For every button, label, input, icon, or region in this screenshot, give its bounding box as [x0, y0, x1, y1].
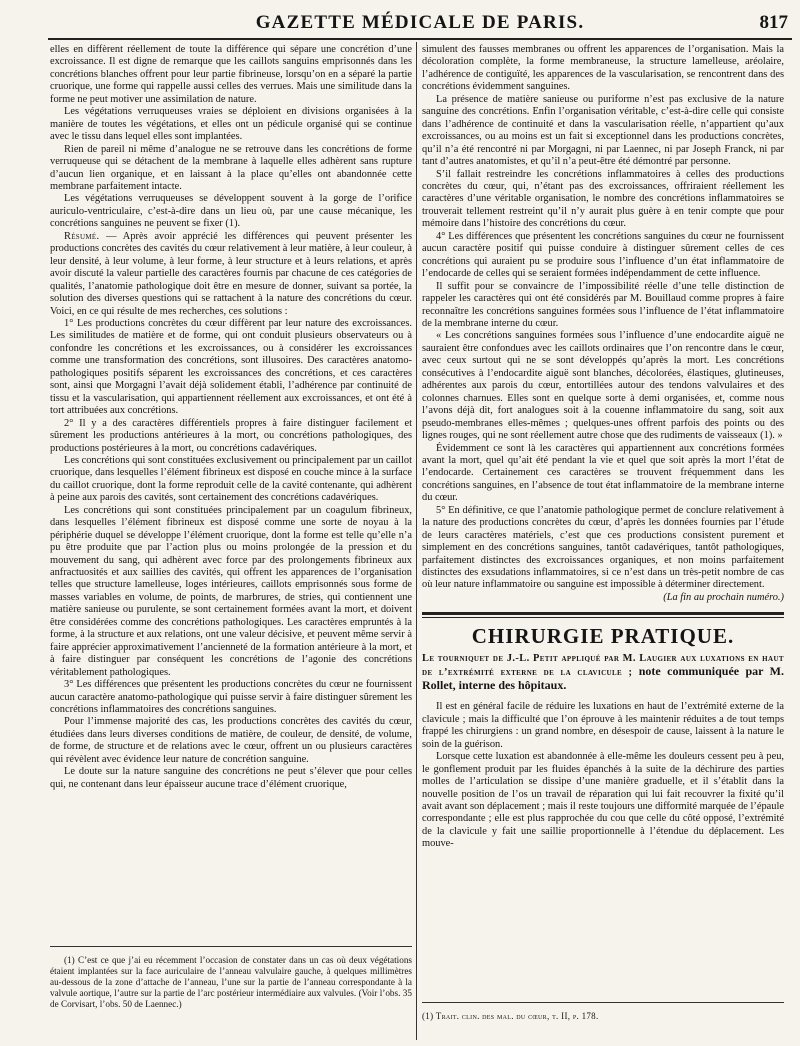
journal-title: GAZETTE MÉDICALE DE PARIS.: [255, 12, 585, 33]
page-number: 817: [759, 12, 788, 33]
right-footnote: [422, 1002, 784, 1022]
resume-text: — Après avoir apprécié les différences qui peuvent présenter les productions concrètes des cavités du cœur relativement à leur matière, à leur couleur, à leur densité, à leur volume, à leur forme, à leur structure et à leurs relations, et après avoir discuté la valeur partielle des caractères fournis par chacune de ces catégories de qualités, l’anatomie pathologique doit être en mesure de donner, suivant sa portée, la solution des diverses questions qui se rattachent à la nature des concrétions du cœur. Voici, en ce qui résulte de mes recherches, ces solutions :: [50, 230, 412, 317]
paragraph: Évidemment ce sont là les caractères qui appartiennent aux concrétions formées avant la mort, quel qu’ait été pendant la vie et quel que soit après la mort l’état de l’endocarde. Certainement ces caractères se trouvent fréquemment dans les concrétions sanguines, en l’absence de tout état inflammatoire de la membrane interne du cœur.: [422, 442, 784, 504]
resume-paragraph: [50, 231, 412, 318]
article-heading: [422, 652, 784, 693]
paragraph: Il suffit pour se convaincre de l’impossibilité réelle d’une telle distinction de rappeler les caractères qui ont été considérés par M. Bouillaud comme propres à faire reconnaître les concrétions sanguines formées sous l’influence de l’état inflammatoire de la membrane interne du cœur.: [422, 280, 784, 329]
column-divider: [416, 42, 417, 1040]
paragraph: elles en diffèrent réellement de toute la différence qui sépare une concrétion d’une excroissance. Il est digne de remarque que les caillots sanguins emprisonnés dans les concrétions blanches offrent pour leur partie fibrineuse, lorsqu’on en a séparé la partie cruorique, une forme qui rappelle aussi celles des verrues. Mais une similitude dans la forme ne peut motiver une assimilation de nature.: [50, 44, 412, 105]
paragraph: Les végétations verruqueuses vraies se déploient en divisions organisées à la manière de toutes les végétations, et elles ont un pédicule organisé qui se continue avec le tissu dans lequel elles sont implantées.: [50, 106, 412, 143]
paragraph: 2° Il y a des caractères différentiels propres à faire distinguer facilement et sûrement les productions antérieures à la mort, ou concrétions pathologiques, des productions postérieures à la mort, ou concrétions cadavériques.: [50, 417, 412, 454]
right-column: [422, 44, 784, 1010]
left-footnote: [50, 946, 412, 1010]
paragraph: S’il fallait restreindre les concrétions inflammatoires à celles des productions concrètes du cœur, qui, n’étant pas des excroissances, offriraient réellement les caractères d’une véritable organisation, le nombre des concrétions inflammatoires se trouverait tellement restreint qu’il n’y aurait plus guère à en tenir compte que pour mémoire dans l’histoire des concrétions du cœur.: [422, 168, 784, 230]
paragraph: La présence de matière sanieuse ou puriforme n’est pas exclusive de la nature sanguine des concrétions. Enfin l’organisation véritable, c’est-à-dire celle qui consiste dans l’adhérence de continuité et dans la vascularisation réelle, n’appartient qu’aux excroissances, ou au moins est un fait si exceptionnel dans les productions concrètes, qu’il n’a été rencontré ni par Morgagni, ni par Laennec, ni par Joseph Franck, ni par tant d’autres anatomistes, et qu’il n’a peut-être été démontré par personne.: [422, 93, 784, 168]
paragraph: Lorsque cette luxation est abandonnée à elle-même les douleurs cessent peu à peu, le gonflement produit par les fluides épanchés à la suite de la déchirure des parties molles de l’articulation se dissipe d’une manière graduelle, et il s’établit dans la nouvelle position de l’os un travail de réparation qui lui fait recouvrer la fixité qu’il avait avant son déplacement ; mais il reste toujours une difformité marquée de l’épaule correspondante ; elle est plus rapprochée du cou que celle du côté opposé, l’extrémité de la clavicule y fait une saillie proportionnelle à l’étendue du déplacement. Les mouve-: [422, 751, 784, 850]
section-title: CHIRURGIE PRATIQUE.: [471, 624, 735, 649]
paragraph: Il est en général facile de réduire les luxations en haut de l’extrémité externe de la clavicule ; mais la difficulté que l’on éprouve à les maintenir réduites a de tout temps frappé les chirurgiens : un grand nombre, en désespoir de cause, laissent à la nature le soin de la guérison.: [422, 701, 784, 750]
resume-label: Résumé.: [64, 230, 100, 242]
quotation: « Les concrétions sanguines formées sous l’influence d’une endocardite aiguë ne sauraient être confondues avec les caillots ordinaires que l’on rencontre dans le cœur, avec ceux surtout qui ne se sont développés qu’après la mort. Les concrétions consécutives à l’endocardite aiguë sont blanches, décolorées, élastiques, glutineuses, adhérentes aux parois du cœur, entortillées autour des tendons valvulaires et des colonnes charnues. Elles sont en quelque sorte à demi organisées, et, comme nous l’avons déjà dit, fort analogues soit à la couenne inflammatoire du sang, soit aux pseudo-membranes elles-mêmes ; quelques-unes offrent parfois des points ou des lignes rouges, qui ne sont réellement autre chose que des rudiments de vaisseaux (1). »: [422, 330, 784, 442]
article-note: note communiquée par M. Rollet, interne des hôpitaux.: [422, 664, 784, 693]
spacer: [422, 693, 784, 701]
left-column: [50, 44, 412, 914]
paragraph: Les concrétions qui sont constituées principalement par un coagulum fibrineux, dans lesquelles l’élément fibrineux est disposé comme une sorte de noyau à la périphérie duquel se développe l’élément cruorique, dont la forme est telle qu’elle n’a pu être produite que par l’action plus ou moins prolongée de la pression et du mouvement du sang, qui adhèrent avec force par des prolongements fibrineux aux anfractuosités et aux saillies des cavités, qui offrent les apparences de l’organisation telles que structure lamelleuse, loges intérieures, caillots emprisonnés sous forme de masses variables en volume, de points, de marbrures, de stries, qui contiennent une matière sanieuse ou purulente, se sont certainement formées avant la mort, et doivent être considérées comme des concrétions pathologiques. Les caractères empruntés à la forme, à la structure et aux relations, ont une valeur décisive, et peuvent même servir à faire apprécier approximativement l’ancienneté de la formation antérieure à la mort, et à faire distinguer par conséquent les concrétions de l’agonie des concrétions véritablement pathologiques.: [50, 504, 412, 678]
paragraph: 4° Les différences que présentent les concrétions sanguines du cœur ne fournissent aucun caractère positif qui puisse conduire à distinguer sûrement celles de ces concrétions qui auraient pu se produire sous l’influence d’un état inflammatoire de l’endocarde de celles qui se seraient formées indépendamment de cette influence.: [422, 230, 784, 280]
section-rule: [422, 612, 784, 615]
section-rule: [422, 617, 784, 618]
paragraph: Rien de pareil ni même d’analogue ne se retrouve dans les concrétions de forme verruqueuse qui se détachent de la membrane à laquelle elles adhèrent sans rupture d’aucun lien organique, et en laissant à la place qu’elles ont abandonnée cette membrane parfaitement intacte.: [50, 143, 412, 192]
paragraph: 3° Les différences que présentent les productions concrètes du cœur ne fournissent aucun caractère anatomo-pathologique qui puisse servir à faire distinguer sûrement les concrétions inflammatoires des concrétions sanguines.: [50, 679, 412, 716]
paragraph: Pour l’immense majorité des cas, les productions concrètes des cavités du cœur, étudiées dans leurs diverses conditions de matière, de couleur, de densité, de volume, de forme, de structure et de relations avec le cœur, offrent un ou plusieurs caractères qui révèlent avec évidence leur nature de concrétion sanguine.: [50, 716, 412, 765]
paragraph: simulent des fausses membranes ou offrent les apparences de l’organisation. Mais la décoloration complète, la forme membraneuse, la structure lamelleuse, aréolaire, l’adhérence de contiguïté, les apparences de la vascularisation, se rencontrent dans des concrétions évidemment sanguines.: [422, 44, 784, 93]
footnote-text: (1) Trait. clin. des mal. du cœur, t. II, p. 178.: [422, 1011, 599, 1021]
paragraph: 1° Les productions concrètes du cœur diffèrent par leur nature des excroissances. Les similitudes de matière et de forme, qui ont conduit plusieurs observateurs ou à confondre les concrétions et les excroissances, ou à considérer les excroissances comme une transformation des concrétions, sont illusoires. Des caractères anatomo-pathologiques positifs séparent les excroissances des concrétions, et ces caractères sont, ainsi que Morgagni l’avait déjà solidement établi, l’adhérence par continuité de tissu et la vascularisation, qui appartiennent réellement aux excroissances, et ont été à tort attribuées aux concrétions.: [50, 317, 412, 417]
paragraph: 5° En définitive, ce que l’anatomie pathologique permet de conclure relativement à la nature des productions concrètes du cœur, d’après les données fournies par l’étude de leurs caractères matériels, c’est que ces productions consistent purement et simplement en des concrétions sanguines, tantôt cadavériques, tantôt pathologiques, parfaitement distinctes des excroissances organiques, et non moins parfaitement distinctes des exsudations inflammatoires, si ce n’est dans un très-petit nombre de cas où leur nature inflammatoire ou sanguine est impossible à déterminer directement.: [422, 504, 784, 591]
article-lead: Le tourniquet de J.-L. Petit appliqué par M. Laugier aux luxations en haut de l’extrémité externe de la clavicule ;: [422, 653, 784, 679]
paragraph: Les végétations verruqueuses se développent souvent à la gorge de l’orifice auriculo-ventriculaire, c’est-à-dire dans un lieu où, par une cause mécanique, les concrétions sanguines ne peuvent se fixer (1).: [50, 193, 412, 230]
paragraph: Les concrétions qui sont constituées exclusivement ou principalement par un caillot cruorique, dans lesquelles l’élément fibrineux est disposé en couche mince à la surface du caillot cruorique, dont la forme reproduit celle de la cavité contenante, qui adhèrent à peine aux parois des cavités, sont certainement des concrétions cadavériques.: [50, 454, 412, 504]
page-header: [48, 8, 792, 40]
paragraph: Le doute sur la nature sanguine des concrétions ne peut s’élever que pour celles qui, ne contenant dans leur épaisseur aucune trace d’élément cruorique,: [50, 766, 412, 790]
footnote-text: (1) C’est ce que j’ai eu récemment l’occasion de constater dans un cas où deux végétations étaient implantées sur la face auriculaire de l’anneau valvulaire gauche, à quelques millimètres au-dessous de la zone d’attache de l’anneau, l’une sur la partie de l’anneau correspondante à la valvule aortique, l’autre sur la partie de l’arc postérieur intermédiaire aux valvules. (Voir l’obs. 35 de Corvisart, l’obs. 50 de Laennec.): [50, 955, 412, 1009]
continued-note: (La fin au prochain numéro.): [663, 591, 784, 603]
